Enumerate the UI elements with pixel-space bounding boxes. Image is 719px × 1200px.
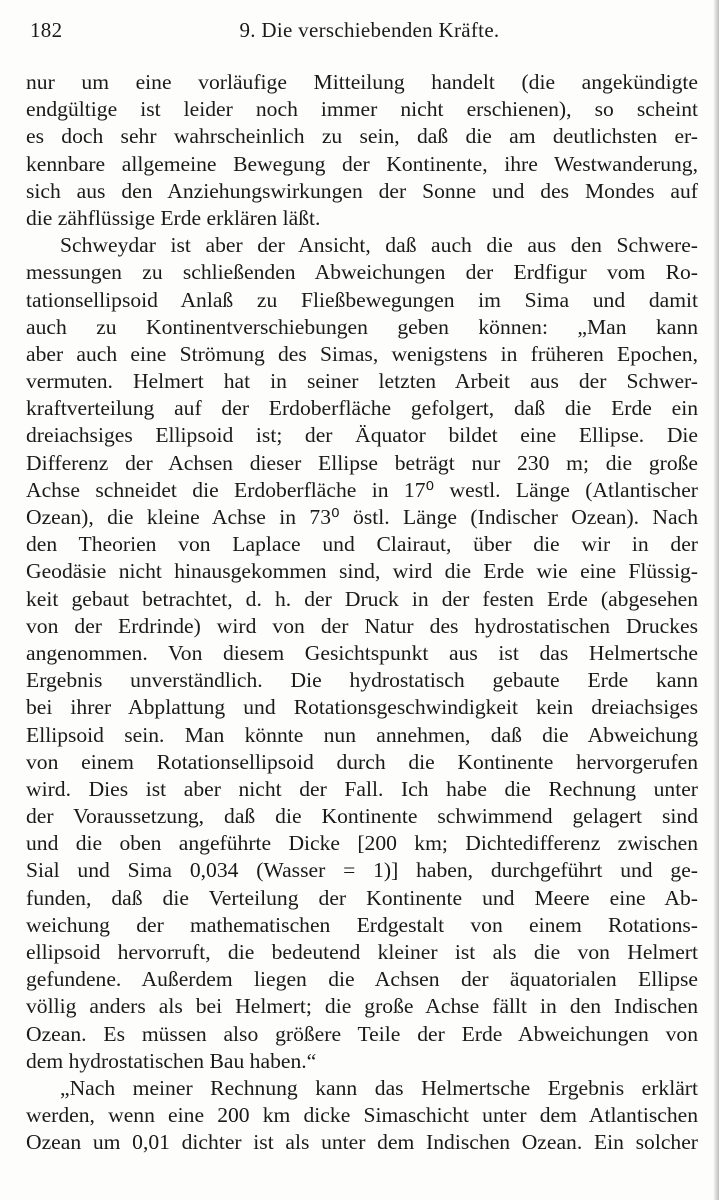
text-line: Geodäsie nicht hinausgekommen sind, wird die Erde wie eine Flüssig- bbox=[26, 559, 698, 584]
text-line: wird. Dies ist aber nicht der Fall. Ich habe die Rechnung unter bbox=[26, 776, 698, 801]
text-line: dreiachsiges Ellipsoid ist; der Äquator bildet eine Ellipse. Die bbox=[26, 423, 698, 448]
text-line: gefundene. Außerdem liegen die Achsen der äquatorialen Ellipse bbox=[26, 967, 698, 992]
text-line: sich aus den Anziehungswirkungen der Sonne und des Mondes auf bbox=[26, 178, 698, 203]
text-line: auch zu Kontinentverschiebungen geben können: „Man kann bbox=[26, 314, 698, 339]
text-line: die zähflüssige Erde erklären läßt. bbox=[26, 205, 321, 230]
text-line: Schweydar ist aber der Ansicht, daß auch die aus den Schwere- bbox=[60, 233, 698, 258]
text-line: „Nach meiner Rechnung kann das Helmertsche Ergebnis erklärt bbox=[60, 1075, 698, 1100]
text-line: werden, wenn eine 200 km dicke Simaschicht unter dem Atlantischen bbox=[26, 1103, 698, 1128]
paragraph-rechnung bbox=[26, 1075, 698, 1157]
text-line: es doch sehr wahrscheinlich zu sein, daß die am deutlichsten er- bbox=[26, 124, 698, 149]
page-edge-shadow bbox=[713, 0, 719, 1200]
text-line: vermuten. Helmert hat in seiner letzten Arbeit aus der Schwer- bbox=[26, 369, 698, 394]
body-text bbox=[26, 69, 698, 1157]
text-line: weichung der mathematischen Erdgestalt von einem Rotations- bbox=[26, 912, 698, 937]
text-line: der Voraussetzung, daß die Kontinente schwimmend gelagert sind bbox=[26, 804, 698, 829]
text-line: Ergebnis unverständlich. Die hydrostatisch gebaute Erde kann bbox=[26, 668, 698, 693]
text-line: keit gebaut betrachtet, d. h. der Druck in der festen Erde (abgesehen bbox=[26, 586, 698, 611]
text-line: kennbare allgemeine Bewegung der Kontinente, ihre Westwanderung, bbox=[26, 151, 698, 176]
text-line: ellipsoid hervorruft, die bedeutend kleiner ist als die von Helmert bbox=[26, 940, 698, 964]
text-line: angenommen. Von diesem Gesichtspunkt aus ist das Helmertsche bbox=[26, 640, 698, 665]
text-line: nur um eine vorläufige Mitteilung handelt (die angekündigte bbox=[26, 70, 698, 94]
paragraph-schweydar bbox=[26, 232, 698, 1075]
chapter-title: 9. Die verschiebenden Kräfte. bbox=[239, 18, 500, 42]
running-head bbox=[28, 18, 697, 48]
text-line: dem hydrostatischen Bau haben.“ bbox=[26, 1048, 317, 1073]
text-line: Ellipsoid sein. Man könnte nun annehmen, daß die Abweichung bbox=[26, 722, 698, 747]
text-line: messungen zu schließenden Abweichungen der Erdfigur vom Ro- bbox=[26, 260, 698, 285]
text-line: Sial und Sima 0,034 (Wasser = 1)] haben, durchgeführt und ge- bbox=[26, 858, 698, 883]
text-line: endgültige ist leider noch immer nicht erschienen), so scheint bbox=[26, 97, 698, 122]
text-line: und die oben angeführte Dicke [200 km; Dichtedifferenz zwischen bbox=[26, 831, 698, 856]
paragraph-continuation bbox=[26, 69, 698, 232]
text-line: Ozean), die kleine Achse in 73⁰ östl. Länge (Indischer Ozean). Nach bbox=[26, 505, 698, 529]
text-line: Achse schneidet die Erdoberfläche in 17⁰ westl. Länge (Atlantischer bbox=[26, 477, 698, 502]
text-line: kraftverteilung auf der Erdoberfläche gefolgert, daß die Erde ein bbox=[26, 396, 698, 421]
text-line: Ozean um 0,01 dichter ist als unter dem Indischen Ozean. Ein solcher bbox=[26, 1130, 698, 1155]
text-line: den Theorien von Laplace und Clairaut, über die wir in der bbox=[26, 532, 698, 557]
text-line: von der Erdrinde) wird von der Natur des hydrostatischen Druckes bbox=[26, 613, 698, 638]
text-line: tationsellipsoid Anlaß zu Fließbewegungen im Sima und damit bbox=[26, 287, 698, 312]
text-line: Ozean. Es müssen also größere Teile der Erde Abweichungen von bbox=[26, 1021, 698, 1046]
text-line: aber auch eine Strömung des Simas, wenigstens in früheren Epochen, bbox=[26, 341, 698, 366]
text-line: von einem Rotationsellipsoid durch die Kontinente hervorgerufen bbox=[26, 749, 698, 774]
page-number: 182 bbox=[30, 18, 63, 42]
text-line: bei ihrer Abplattung und Rotationsgeschwindigkeit kein dreiachsiges bbox=[26, 695, 698, 720]
text-line: funden, daß die Verteilung der Kontinente und Meere eine Ab- bbox=[26, 885, 698, 910]
text-line: Differenz der Achsen dieser Ellipse beträgt nur 230 m; die große bbox=[26, 450, 698, 475]
text-line: völlig anders als bei Helmert; die große Achse fällt in den Indischen bbox=[26, 994, 698, 1019]
